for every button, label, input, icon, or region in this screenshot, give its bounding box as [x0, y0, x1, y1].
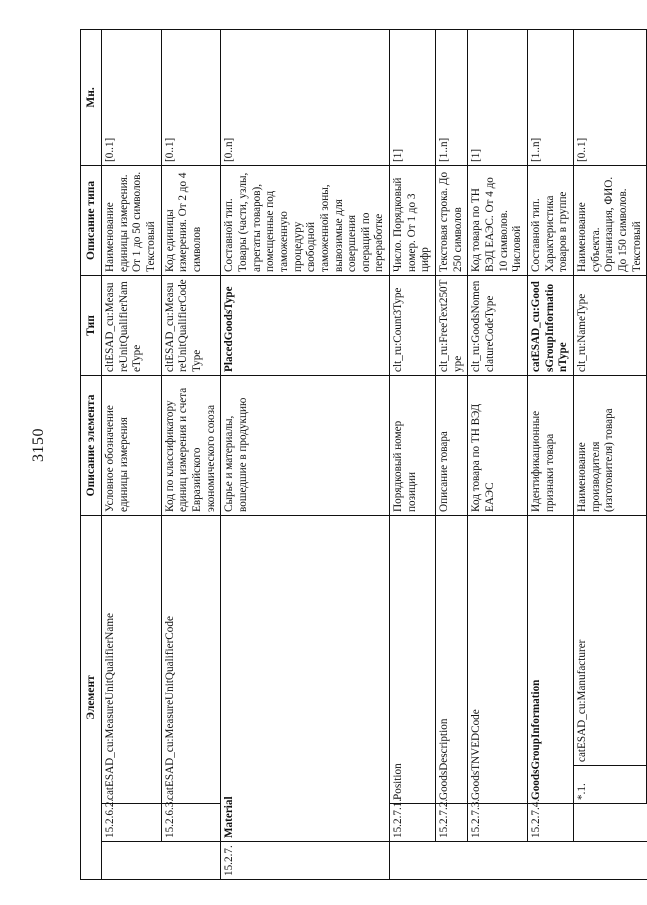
table-row	[161, 29, 221, 879]
row-type-desc: Наименование единицы измерения. От 1 до 50 символов. Текстовый	[102, 165, 162, 275]
header-element: Элемент	[81, 515, 102, 879]
header-mn: Мн.	[81, 29, 102, 165]
row-mn: [0..1]	[102, 29, 162, 165]
row-mn: [0..1]	[574, 29, 647, 165]
table-row	[574, 29, 647, 879]
row-type: catESAD_cu:GoodsGroupInformationType	[528, 275, 574, 375]
header-type: Тип	[81, 275, 102, 375]
row-element-name: GoodsTNVEDCode	[468, 515, 528, 803]
indent-cell	[528, 842, 574, 880]
row-mn: [0..1]	[161, 29, 221, 165]
row-number: *.1.	[574, 766, 647, 804]
row-type-desc: Число. Порядковый номер. От 1 до 3 цифр	[390, 165, 436, 275]
row-type: clt_ru:Count3Type	[390, 275, 436, 375]
row-element-desc: Описание товара	[436, 375, 468, 515]
row-element-desc: Код по классификатору единиц измерения и счета Евразийского экономического союза	[161, 375, 221, 515]
table-row	[528, 29, 574, 879]
elements-table	[80, 29, 647, 880]
row-number: 15.2.6.3.	[161, 804, 221, 842]
row-element-desc: Наименование производителя (изготовителя) товара	[574, 375, 647, 515]
row-mn: [1..n]	[528, 29, 574, 165]
row-type-desc: Составной тип. Товары (части, узлы, агрегаты товаров), помещенные под таможенную процедуру свободной таможенной зоны, вывозимые для совершения операций по переработке	[221, 165, 390, 275]
table-row	[468, 29, 528, 879]
indent-cell	[574, 804, 647, 842]
row-type: clt_ru:FreeText250Type	[436, 275, 468, 375]
rotated-table-container	[80, 30, 643, 880]
row-element-desc: Сырье и материалы, вошедшие в продукцию	[221, 375, 390, 515]
row-type-desc: Код товара по ТН ВЭД ЕАЭС. От 4 до 10 символов. Числовой	[468, 165, 528, 275]
table-row	[436, 29, 468, 879]
row-type-desc: Код единицы измерения. От 2 до 4 символов	[161, 165, 221, 275]
row-element-name: GoodsGroupInformation	[528, 515, 574, 803]
row-type: cltESAD_cu:MeasureUnitQualifierNameType	[102, 275, 162, 375]
row-type: clt_ru:GoodsNomenclatureCodeType	[468, 275, 528, 375]
row-element-desc: Идентификационные признаки товара	[528, 375, 574, 515]
row-type-desc: Составной тип. Характеристика товаров в группе	[528, 165, 574, 275]
row-element-name: catESAD_cu:Manufacturer	[574, 515, 647, 765]
table-header-row	[81, 29, 102, 879]
row-type: PlacedGoodsType	[221, 275, 390, 375]
row-number: 15.2.7.1.	[390, 804, 436, 842]
header-element-desc: Описание элемента	[81, 375, 102, 515]
row-number: 15.2.7.	[221, 842, 390, 880]
row-number: 15.2.7.2.	[436, 804, 468, 842]
row-element-name: Position	[390, 515, 436, 803]
row-element-name: Material	[221, 515, 390, 841]
indent-cell	[390, 842, 436, 880]
row-mn: [0..n]	[221, 29, 390, 165]
row-element-desc: Условное обозначение единицы измерения	[102, 375, 162, 515]
row-element-name: catESAD_cu:MeasureUnitQualifierCode	[161, 515, 221, 803]
row-type: cltESAD_cu:MeasureUnitQualifierCodeType	[161, 275, 221, 375]
row-element-name: catESAD_cu:MeasureUnitQualifierName	[102, 515, 162, 803]
indent-cell	[468, 842, 528, 880]
row-mn: [1..n]	[436, 29, 468, 165]
row-type: clt_ru:NameType	[574, 275, 647, 375]
row-type-desc: Наименование субъекта. Организация, ФИО. До 150 символов. Текстовый	[574, 165, 647, 275]
row-element-desc: Порядковый номер позиции	[390, 375, 436, 515]
row-number: 15.2.7.4.	[528, 804, 574, 842]
row-type-desc: Текстовая строка. До 250 символов	[436, 165, 468, 275]
table-row	[102, 29, 162, 879]
row-element-desc: Код товара по ТН ВЭД ЕАЭС	[468, 375, 528, 515]
row-element-name: GoodsDescription	[436, 515, 468, 803]
row-number: 15.2.7.3.	[468, 804, 528, 842]
header-type-desc: Описание типа	[81, 165, 102, 275]
indent-cell	[161, 842, 221, 880]
table-row	[221, 29, 390, 879]
indent-cell	[436, 842, 468, 880]
row-mn: [1]	[468, 29, 528, 165]
row-mn: [1]	[390, 29, 436, 165]
indent-cell	[574, 842, 647, 880]
row-number: 15.2.6.2.	[102, 804, 162, 842]
table-row	[390, 29, 436, 879]
indent-cell	[102, 842, 162, 880]
page-number: 3150	[30, 428, 47, 462]
